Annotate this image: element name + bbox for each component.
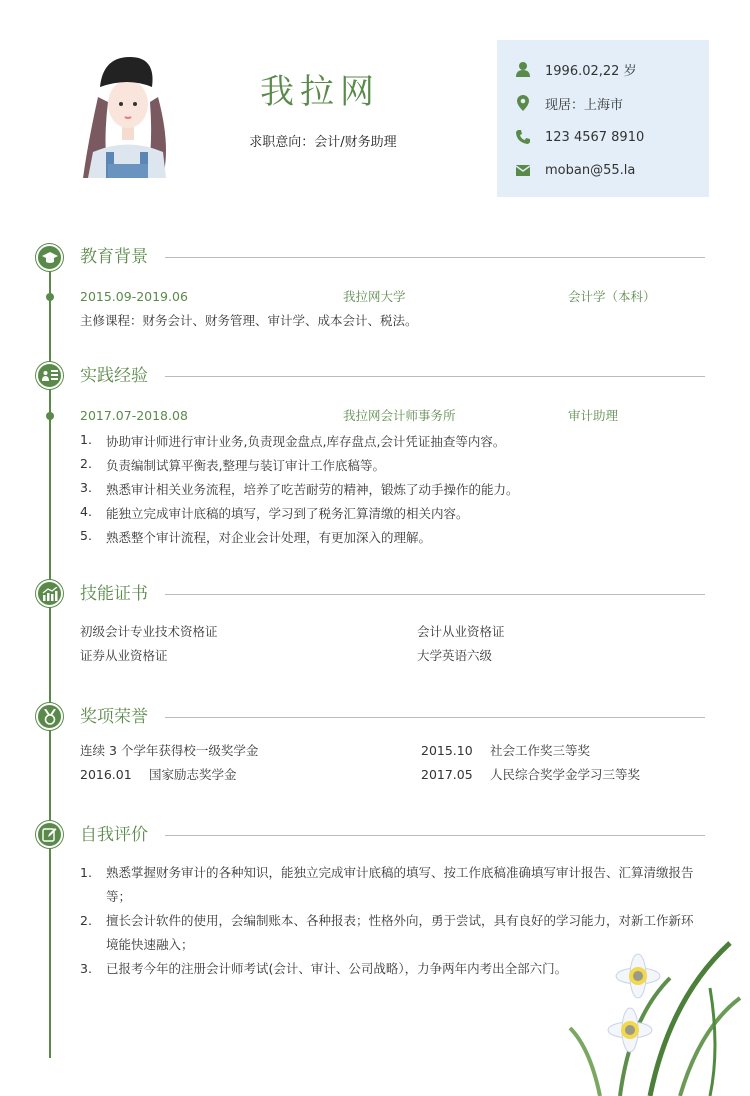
person-icon bbox=[515, 61, 531, 77]
graduation-cap-icon bbox=[36, 244, 63, 271]
list-number: 2. bbox=[80, 456, 92, 471]
award-item: 连续 3 个学年获得校一级奖学金 bbox=[80, 743, 259, 758]
job-intent: 求职意向：会计/财务助理 bbox=[249, 135, 397, 150]
skill-item: 大学英语六级 bbox=[417, 648, 493, 663]
award-date: 2017.05 bbox=[421, 767, 473, 782]
list-item: 熟悉审计相关业务流程，培养了吃苦耐劳的精神，锻炼了动手操作的能力。 bbox=[106, 482, 519, 497]
section-title-skills: 技能证书 bbox=[80, 584, 148, 604]
edu-school: 我拉网大学 bbox=[343, 289, 406, 304]
list-item: 负责编制试算平衡表,整理与装订审计工作底稿等。 bbox=[106, 458, 385, 473]
award-item: 国家励志奖学金 bbox=[149, 767, 237, 782]
edu-major: 会计学（本科） bbox=[568, 289, 656, 304]
email-row bbox=[515, 160, 635, 180]
location-text: 现居：上海市 bbox=[545, 97, 624, 113]
edu-date: 2015.09-2019.06 bbox=[80, 289, 188, 304]
timeline-dot bbox=[46, 412, 54, 420]
contact-info-panel bbox=[497, 40, 709, 197]
list-number: 3. bbox=[80, 961, 92, 976]
envelope-icon bbox=[515, 162, 531, 178]
list-item bbox=[80, 909, 705, 957]
location-row bbox=[515, 93, 623, 113]
timeline-dot bbox=[46, 293, 54, 301]
award-date: 2016.01 bbox=[80, 767, 132, 782]
award-item: 社会工作奖三等奖 bbox=[490, 743, 591, 758]
section-title-awards: 奖项荣誉 bbox=[80, 707, 148, 727]
edit-icon bbox=[36, 821, 63, 848]
location-pin-icon bbox=[515, 95, 531, 111]
exp-company: 我拉网会计师事务所 bbox=[343, 408, 456, 423]
exp-role: 审计助理 bbox=[568, 408, 619, 423]
self-evaluation-list bbox=[80, 861, 705, 981]
list-number: 4. bbox=[80, 504, 92, 519]
list-number: 3. bbox=[80, 480, 92, 495]
list-text: 擅长会计软件的使用，会编制账本、各种报表；性格外向，勇于尝试，具有良好的学习能力，对新工作新环境能快速融入； bbox=[106, 913, 694, 952]
list-number: 1. bbox=[80, 865, 92, 880]
award-date: 2015.10 bbox=[421, 743, 473, 758]
list-item: 熟悉整个审计流程，对企业会计处理，有更加深入的理解。 bbox=[106, 530, 432, 545]
edu-courses: 主修课程：财务会计、财务管理、审计学、成本会计、税法。 bbox=[80, 313, 418, 328]
resume-list-icon bbox=[36, 362, 63, 389]
list-text: 熟悉掌握财务审计的各种知识，能独立完成审计底稿的填写、按工作底稿准确填写审计报告、汇算清缴报告等； bbox=[106, 865, 694, 904]
skill-item: 初级会计专业技术资格证 bbox=[80, 624, 218, 639]
section-title-education: 教育背景 bbox=[80, 247, 148, 267]
medal-icon bbox=[36, 703, 63, 730]
divider bbox=[165, 835, 705, 836]
divider bbox=[165, 257, 705, 258]
divider bbox=[165, 594, 705, 595]
email-text: moban@55.la bbox=[545, 162, 636, 178]
list-text: 已报考今年的注册会计师考试(会计、审计、公司战略），力争两年内考出全部六门。 bbox=[106, 961, 568, 976]
phone-row bbox=[515, 127, 644, 147]
phone-icon bbox=[515, 129, 531, 145]
profile-photo bbox=[78, 52, 184, 178]
divider bbox=[165, 376, 705, 377]
candidate-name: 我拉网 bbox=[260, 72, 380, 112]
list-item: 协助审计师进行审计业务,负责现金盘点,库存盘点,会计凭证抽查等内容。 bbox=[106, 434, 506, 449]
list-item: 能独立完成审计底稿的填写，学习到了税务汇算清缴的相关内容。 bbox=[106, 506, 469, 521]
list-number: 5. bbox=[80, 528, 92, 543]
divider bbox=[165, 717, 705, 718]
phone-text: 123 4567 8910 bbox=[545, 129, 645, 145]
list-item bbox=[80, 861, 705, 909]
exp-date: 2017.07-2018.08 bbox=[80, 408, 188, 423]
birth-row bbox=[515, 59, 637, 79]
award-item: 人民综合奖学金学习三等奖 bbox=[490, 767, 641, 782]
skill-item: 会计从业资格证 bbox=[417, 624, 505, 639]
skill-item: 证券从业资格证 bbox=[80, 648, 168, 663]
list-item bbox=[80, 957, 705, 981]
section-title-self: 自我评价 bbox=[80, 825, 148, 845]
list-number: 2. bbox=[80, 913, 92, 928]
birth-text: 1996.02,22 岁 bbox=[545, 63, 637, 79]
chart-growth-icon bbox=[36, 580, 63, 607]
list-number: 1. bbox=[80, 432, 92, 447]
section-title-experience: 实践经验 bbox=[80, 366, 148, 386]
